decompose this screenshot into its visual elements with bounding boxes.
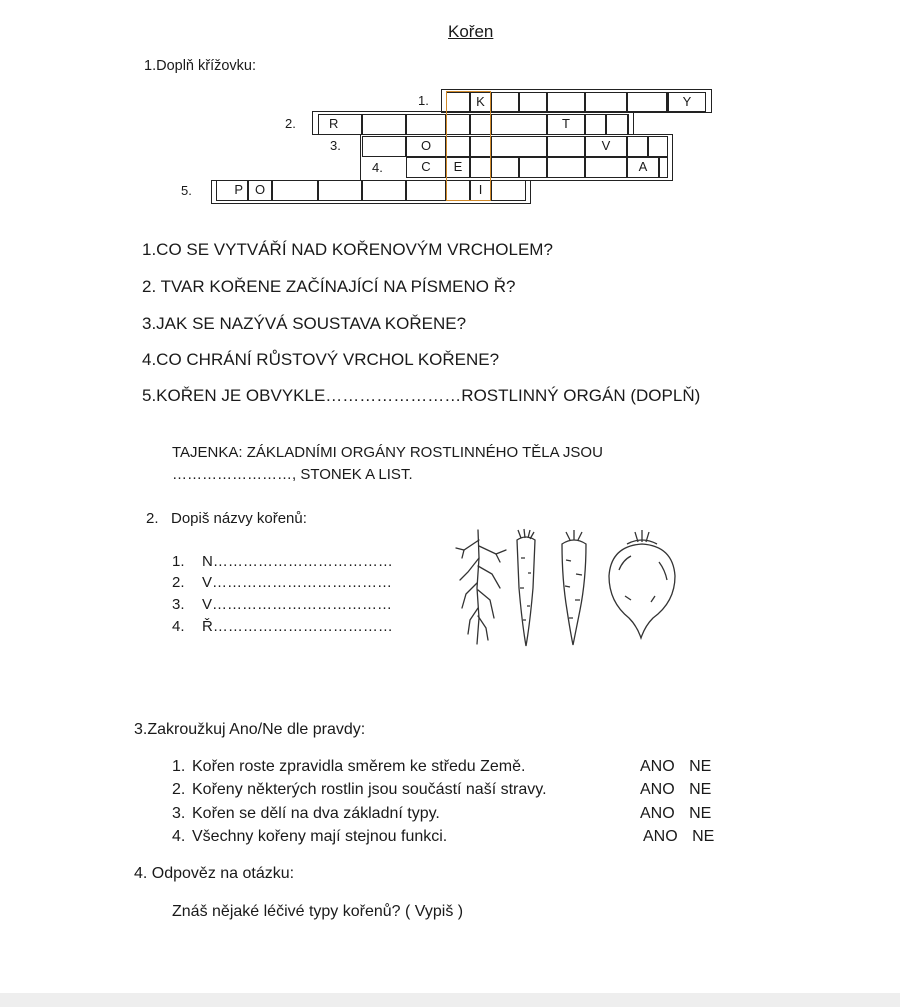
crossword-cell[interactable]: R <box>318 114 362 135</box>
crossword-row-label: 1. <box>418 93 429 108</box>
true-false-statement: 2. Kořeny některých rostlin jsou součástí naší stravy. <box>172 781 547 798</box>
crossword-question: 5.KOŘEN JE OBVYKLE……………………ROSTLINNÝ ORGÁN (DOPLŇ) <box>142 386 701 405</box>
task4-question: Znáš nějaké léčivé typy kořenů? ( Vypiš ) <box>172 903 464 920</box>
true-false-statement: 3. Kořen se dělí na dva základní typy. <box>172 805 440 822</box>
crossword-cell[interactable] <box>491 92 519 112</box>
crossword-row-label: 5. <box>181 183 192 198</box>
crossword-cell[interactable] <box>406 114 446 135</box>
task4-heading: 4. Odpověz na otázku: <box>134 865 295 882</box>
crossword-cell[interactable] <box>406 180 446 201</box>
crossword-cell[interactable]: O <box>248 180 272 201</box>
crossword-cell[interactable] <box>547 92 585 112</box>
crossword-cell[interactable] <box>446 180 470 201</box>
crossword-cell[interactable] <box>547 136 585 157</box>
crossword-cell[interactable] <box>446 136 470 157</box>
crossword-cell[interactable] <box>648 136 668 157</box>
crossword-cell[interactable] <box>318 180 362 201</box>
crossword-cell[interactable]: O <box>406 136 446 157</box>
taproot-illustration <box>556 530 592 648</box>
root-name-item: 4. Ř……………………………… <box>172 618 393 635</box>
page-title: Kořen <box>448 22 494 41</box>
ano-ne-choice[interactable]: ANO NE <box>643 828 715 845</box>
crossword-cell[interactable] <box>470 136 491 157</box>
crossword-instruction: 1.Doplň křížovku: <box>144 58 257 74</box>
page-bottom-band <box>0 993 900 1007</box>
crossword-cell[interactable]: V <box>585 136 627 157</box>
crossword-cell[interactable] <box>446 114 470 135</box>
crossword-cell[interactable]: I <box>470 180 491 201</box>
true-false-statement: 4. Všechny kořeny mají stejnou funkci. <box>172 828 448 845</box>
ano-ne-choice[interactable]: ANO NE <box>640 758 712 775</box>
crossword-cell[interactable]: T <box>547 114 585 135</box>
crossword-cell[interactable] <box>491 136 547 157</box>
tajenka-line-2: ……………………, STONEK A LIST. <box>172 466 413 483</box>
crossword-cell[interactable] <box>627 92 667 112</box>
crossword-cell[interactable] <box>362 136 406 157</box>
crossword-cell[interactable] <box>659 157 668 178</box>
true-false-statement: 1. Kořen roste zpravidla směrem ke středu Země. <box>172 758 526 775</box>
root-name-item: 3. V……………………………… <box>172 596 393 613</box>
crossword-cell[interactable] <box>585 157 627 178</box>
crossword-row-label: 3. <box>330 138 341 153</box>
crossword-cell[interactable] <box>491 114 547 135</box>
crossword-cell[interactable] <box>519 157 547 178</box>
crossword-cell[interactable] <box>627 136 648 157</box>
ano-ne-choice[interactable]: ANO NE <box>640 805 712 822</box>
crossword-cell[interactable] <box>491 180 526 201</box>
task2-heading-number: 2. <box>146 510 159 527</box>
crossword-cell[interactable] <box>272 180 318 201</box>
carrot-root-illustration <box>512 528 540 650</box>
crossword-question: 2. TVAR KOŘENE ZAČÍNAJÍCÍ NA PÍSMENO Ř? <box>142 277 516 296</box>
crossword-cell[interactable] <box>585 114 606 135</box>
root-name-item: 1. N……………………………… <box>172 553 393 570</box>
crossword-cell[interactable] <box>470 114 491 135</box>
crossword-cell[interactable] <box>628 114 629 135</box>
crossword-cell[interactable] <box>446 92 470 112</box>
crossword-cell[interactable] <box>491 157 519 178</box>
crossword-cell[interactable]: A <box>627 157 659 178</box>
crossword-row-label: 4. <box>372 160 383 175</box>
root-name-item: 2. V……………………………… <box>172 574 393 591</box>
crossword-cell[interactable] <box>470 157 491 178</box>
crossword-cell[interactable] <box>362 180 406 201</box>
crossword-question: 4.CO CHRÁNÍ RŮSTOVÝ VRCHOL KOŘENE? <box>142 350 500 369</box>
task3-heading: 3.Zakroužkuj Ano/Ne dle pravdy: <box>134 721 366 738</box>
crossword-cell[interactable] <box>606 114 628 135</box>
crossword-row-label: 2. <box>285 116 296 131</box>
fibrous-root-illustration <box>452 528 510 648</box>
crossword-cell[interactable]: E <box>446 157 470 178</box>
crossword-cell[interactable]: P <box>216 180 248 201</box>
crossword-cell[interactable] <box>519 92 547 112</box>
crossword-cell[interactable] <box>362 114 406 135</box>
beet-root-illustration <box>605 530 679 642</box>
ano-ne-choice[interactable]: ANO NE <box>640 781 712 798</box>
task2-heading: Dopiš názvy kořenů: <box>171 510 307 527</box>
crossword-cell[interactable] <box>547 157 585 178</box>
crossword-question: 1.CO SE VYTVÁŘÍ NAD KOŘENOVÝM VRCHOLEM? <box>142 240 553 259</box>
tajenka-line-1: TAJENKA: ZÁKLADNÍMI ORGÁNY ROSTLINNÉHO TĚLA JSOU <box>172 444 603 461</box>
crossword-question: 3.JAK SE NAZÝVÁ SOUSTAVA KOŘENE? <box>142 314 467 333</box>
crossword-cell[interactable]: K <box>470 92 491 112</box>
crossword-cell[interactable]: Y <box>668 92 706 112</box>
crossword-cell[interactable] <box>585 92 627 112</box>
crossword-cell[interactable]: C <box>406 157 446 178</box>
